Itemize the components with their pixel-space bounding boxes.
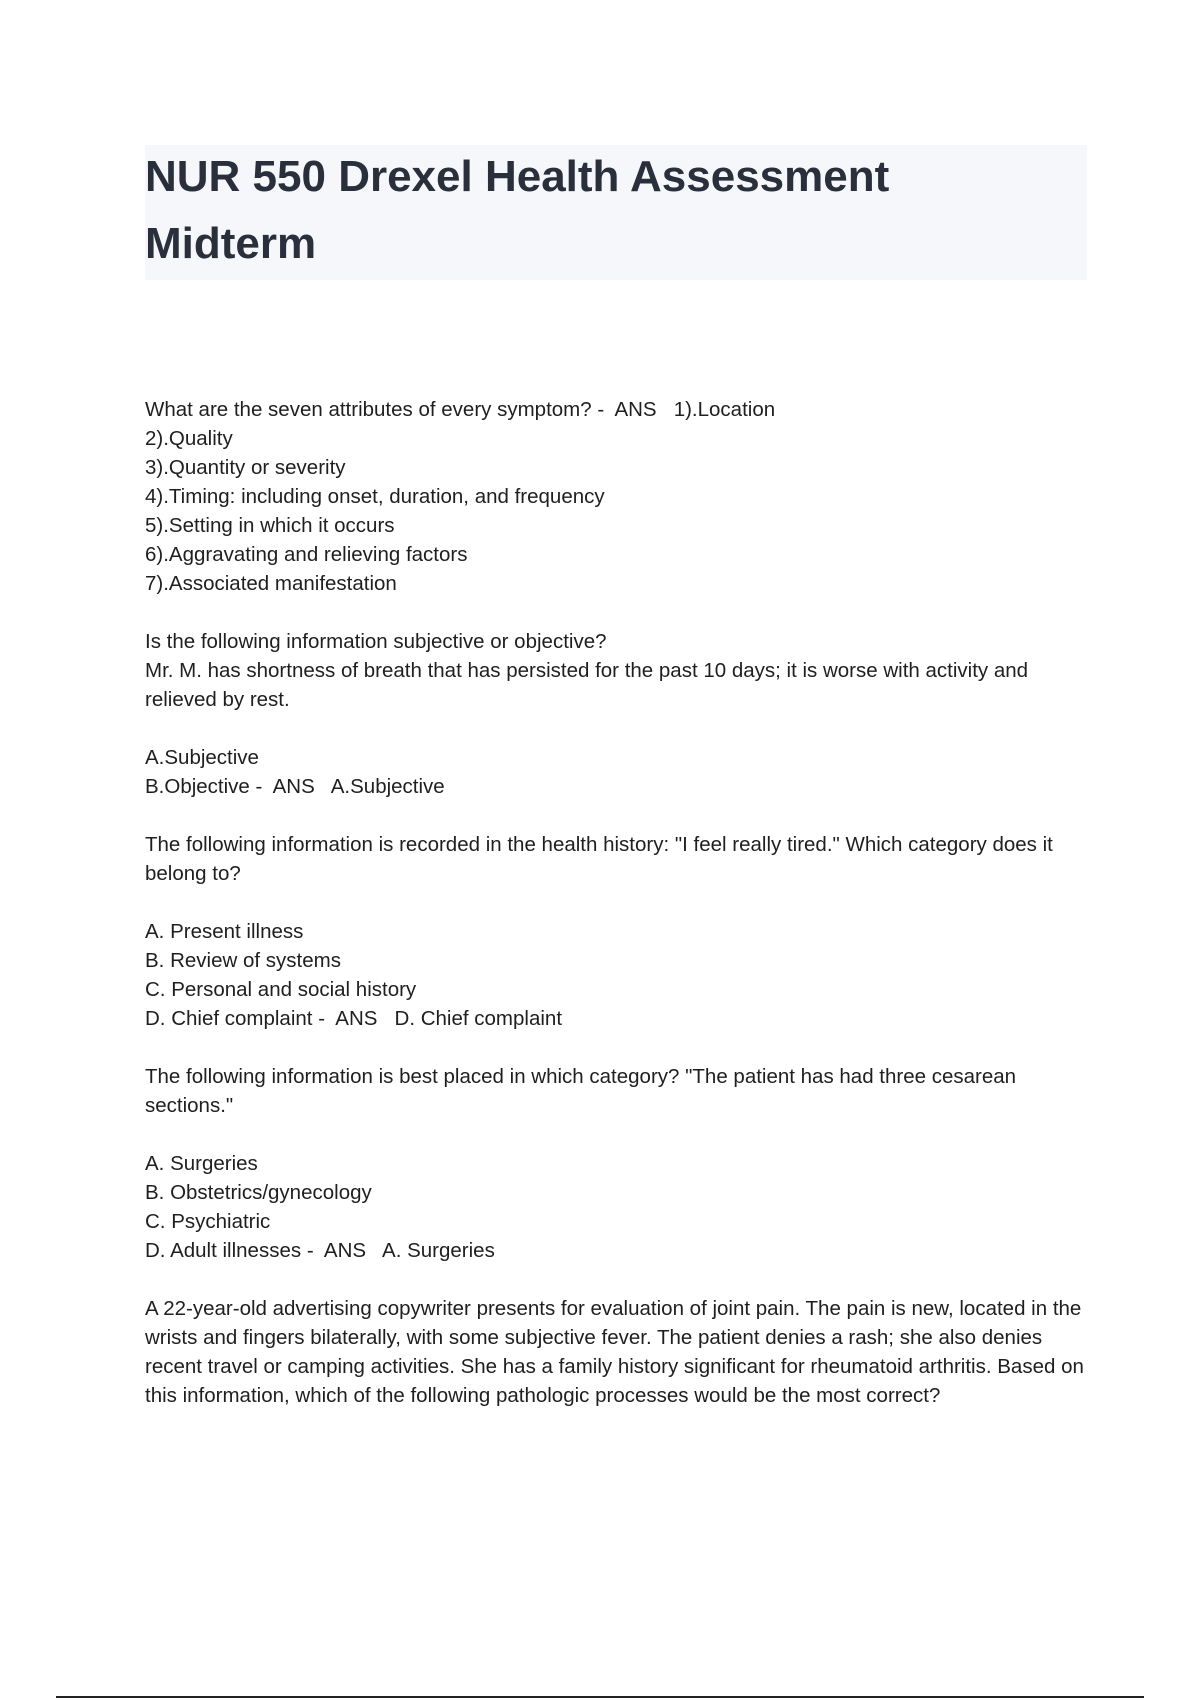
ans-marker: - ANS xyxy=(318,1007,378,1030)
answer-text: 1).Location xyxy=(673,398,776,421)
option-item: D. Adult illnesses xyxy=(145,1239,302,1262)
question-text: The following information is recorded in the health history: "I feel really tired." Which category does it belong to? xyxy=(145,833,1059,885)
option-answer-line xyxy=(145,772,1095,801)
option-answer-line xyxy=(145,1004,1095,1033)
question-block-5 xyxy=(145,1294,1095,1410)
question-block-4 xyxy=(145,1062,1095,1120)
question-block-3 xyxy=(145,830,1095,888)
question-text: The following information is best placed in which category? "The patient has had three cesarean sections." xyxy=(145,1065,1022,1117)
ans-marker: - ANS xyxy=(597,398,657,421)
ans-marker: - ANS xyxy=(306,1239,367,1262)
answer-text: A.Subjective xyxy=(330,775,445,798)
options-block-2 xyxy=(145,743,1095,801)
answer-line: 4).Timing: including onset, duration, and frequency xyxy=(145,485,605,508)
option-answer-line xyxy=(145,1236,1095,1265)
question-text: Mr. M. has shortness of breath that has persisted for the past 10 days; it is worse with activity and relieved by rest. xyxy=(145,659,1034,711)
option-item: C. Personal and social history xyxy=(145,978,417,1001)
option-item: B. Obstetrics/gynecology xyxy=(145,1181,372,1204)
answer-text: A. Surgeries xyxy=(382,1239,495,1262)
answer-line: 5).Setting in which it occurs xyxy=(145,514,395,537)
option-item: B. Review of systems xyxy=(145,949,341,972)
footer-divider xyxy=(56,1696,1144,1698)
options-block-3 xyxy=(145,917,1095,1033)
option-item: A. Present illness xyxy=(145,920,304,943)
answer-text: D. Chief complaint xyxy=(394,1007,563,1030)
option-item: D. Chief complaint xyxy=(145,1007,313,1030)
option-item: B.Objective xyxy=(145,775,250,798)
answer-line: 2).Quality xyxy=(145,427,233,450)
document-body xyxy=(145,395,1095,1439)
question-block-1 xyxy=(145,395,1095,598)
document-title: NUR 550 Drexel Health Assessment Midterm xyxy=(145,152,890,268)
question-block-2 xyxy=(145,627,1095,714)
option-item: A. Surgeries xyxy=(145,1152,258,1175)
question-text: A 22-year-old advertising copywriter presents for evaluation of joint pain. The pain is new, located in the wrists and fingers bilaterally, with some subjective fever. The patient denies a rash; she also denies recent travel or camping activities. She has a family history significant for rheumatoid arthritis. Based on this information, which of the following pathologic processes would be the most correct? xyxy=(145,1297,1090,1407)
question-line xyxy=(145,395,1095,424)
answer-line: 7).Associated manifestation xyxy=(145,572,397,595)
question-text: Is the following information subjective or objective? xyxy=(145,630,607,653)
option-item: C. Psychiatric xyxy=(145,1210,271,1233)
options-block-4 xyxy=(145,1149,1095,1265)
question-text: What are the seven attributes of every symptom? xyxy=(145,398,592,421)
answer-line: 3).Quantity or severity xyxy=(145,456,346,479)
ans-marker: - ANS xyxy=(255,775,315,798)
answer-line: 6).Aggravating and relieving factors xyxy=(145,543,468,566)
option-item: A.Subjective xyxy=(145,746,259,769)
